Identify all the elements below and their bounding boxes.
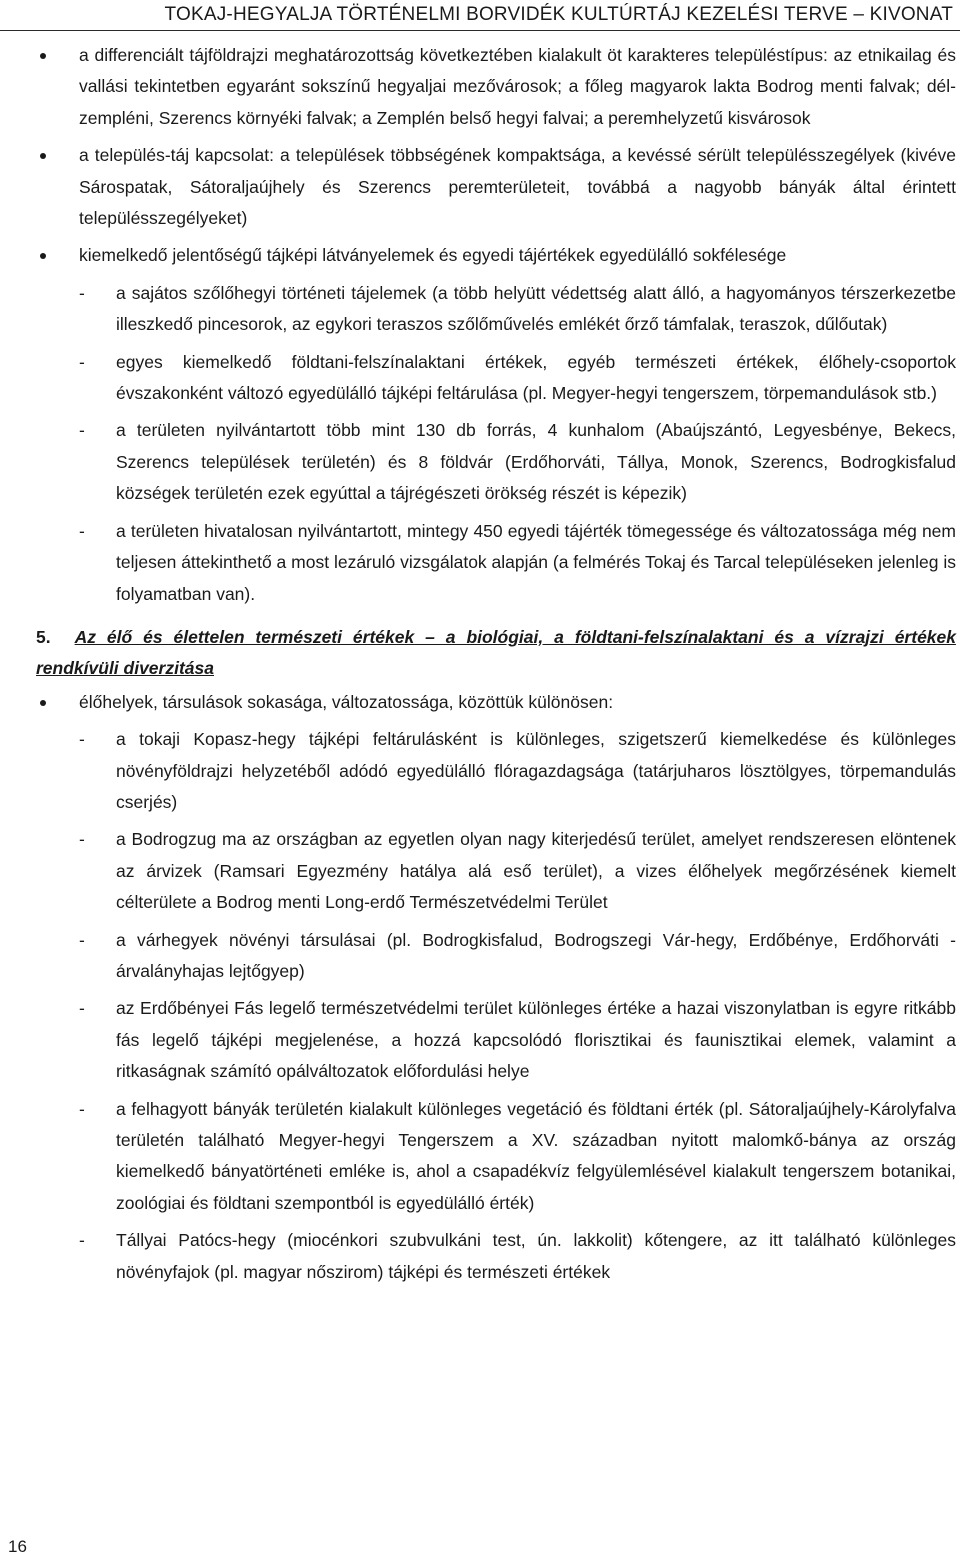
- bullet-item: [36, 240, 956, 271]
- bullet-icon: [40, 253, 46, 259]
- dash-marker: -: [79, 420, 85, 441]
- dash-marker: -: [79, 520, 85, 541]
- bullet-item: [36, 687, 956, 718]
- dash-marker: -: [79, 1098, 85, 1119]
- document-body: [36, 40, 956, 1294]
- dash-item-text: az Erdőbényei Fás legelő természetvédelmi terület különleges értéke a hazai viszonylatban is egyre ritkább fás legelő tájképi megjelenése, a hozzá kapcsolódó florisztikai és faunisztikai elemek, valamint a ritkaságnak számító opálváltozatok előfordulási helye: [116, 998, 956, 1082]
- bullet-text: a differenciált tájföldrajzi meghatározottság következtében kialakult öt karakteres településtípus: az etnikailag és vallási tekintetben egyaránt sokszínű hegyaljai mezővárosok; a főleg magyarok lakta Bodrog menti falvak; dél-zempléni, Szerencs környéki falvak; a Zemplén belső hegyi falvai; a peremhelyzetű kisvárosok: [79, 45, 956, 128]
- dash-item-text: a területen hivatalosan nyilvántartott, mintegy 450 egyedi tájérték tömegessége és változatossága még nem teljesen áttekinthető a most lezáruló vizsgálatok alapján (a felmérés Tokaj és Tarcal településeken jelenleg is folyamatban van).: [116, 520, 956, 604]
- dash-list-item: [36, 1225, 956, 1288]
- header-divider: [0, 30, 960, 31]
- dash-marker: -: [79, 829, 85, 850]
- dash-item-text: egyes kiemelkedő földtani-felszínalaktani értékek, egyéb természeti értékek, élőhely-csoportok évszakonként változó egyedülálló tájképi feltárulása (pl. Megyer-hegyi tengerszem, törpemandulások stb.): [116, 351, 956, 404]
- bullet-icon: [40, 53, 46, 59]
- dash-list-item: [36, 925, 956, 988]
- dash-list-item: [36, 993, 956, 1087]
- dash-marker: -: [79, 729, 85, 750]
- dash-marker: -: [79, 282, 85, 303]
- dash-item-text: a területen nyilvántartott több mint 130 db forrás, 4 kunhalom (Abaújszántó, Legyesbénye, Bekecs, Szerencs települések területén) és 8 földvár (Erdőhorváti, Tállya, Monok, Szerencs, Bodrogkisfalud községek területén ezek egyúttal a tájrégészeti örökség részét is képezik): [116, 420, 956, 504]
- dash-item-text: a tokaji Kopasz-hegy tájképi feltárulásként is különleges, szigetszerű kiemelkedése és különleges növényföldrajzi helyzetéből adódó egyedülálló flóragazdagsága (tatárjuharos lösztölgyes, törpemandulás cserjés): [116, 729, 956, 812]
- dash-list-item: [36, 278, 956, 341]
- dash-list-item: [36, 347, 956, 410]
- page-header: TOKAJ-HEGYALJA TÖRTÉNELMI BORVIDÉK KULTÚRTÁJ KEZELÉSI TERVE – KIVONAT: [164, 4, 953, 25]
- dash-item-text: a Bodrogzug ma az országban az egyetlen olyan nagy kiterjedésű terület, amelyet rendszeresen elöntenek az árvizek (Ramsari Egyezmény hatálya alá eső terület), a vizes élőhelyek megőrzésének kiemelt célterülete a Bodrog menti Long-erdő Természetvédelmi Terület: [116, 829, 956, 913]
- dash-list-item: [36, 1094, 956, 1220]
- dash-marker: -: [79, 998, 85, 1019]
- bullet-text: kiemelkedő jelentőségű tájképi látványelemek és egyedi tájértékek egyedülálló sokfélesége: [79, 245, 787, 266]
- bullet-text: élőhelyek, társulások sokasága, változatossága, közöttük különösen:: [79, 691, 614, 712]
- section-number: 5.: [36, 626, 51, 647]
- bullet-icon: [40, 700, 46, 706]
- dash-marker: -: [79, 351, 85, 372]
- page-number: 16: [8, 1537, 27, 1556]
- dash-list-item: [36, 824, 956, 918]
- bullet-icon: [40, 153, 46, 159]
- dash-item-text: a várhegyek növényi társulásai (pl. Bodrogkisfalud, Bodrogszegi Vár-hegy, Erdőbénye, Erdőhorváti - árvalányhajas lejtőgyep): [116, 929, 956, 981]
- dash-item-text: a sajátos szőlőhegyi történeti tájelemek (a több helyütt védettség alatt álló, a hagyományos térszerkezetbe illeszkedő pincesorok, az egykori teraszos szőlőművelés emlékét őrző támfalak, teraszok, dűlőutak): [116, 282, 956, 335]
- bullet-item: [36, 140, 956, 234]
- bullet-text: a település-táj kapcsolat: a települések többségének kompaktsága, a kevéssé sérült településszegélyek (kivéve Sárospatak, Sátoraljaújhely és Szerencs peremterületeit, továbbá a nagyobb bányák által érintett településszegélyeket): [79, 145, 956, 229]
- dash-marker: -: [79, 929, 85, 950]
- dash-item-text: a felhagyott bányák területén kialakult különleges vegetáció és földtani érték (pl. Sátoraljaújhely-Károlyfalva területén található Megyer-hegyi Tengerszem a XV. században nyitott malomkő-bánya az ország kiemelkedő bányatörténeti emléke is, ahol a csapadékvíz felgyülemlésével kialakult tengerszem botanikai, zoológiai és földtani szempontból is egyedülálló érték): [116, 1098, 956, 1213]
- dash-list-item: [36, 415, 956, 509]
- dash-list-item: [36, 724, 956, 818]
- dash-item-text: Tállyai Patócs-hegy (miocénkori szubvulkáni test, ún. lakkolit) kőtengere, az itt található különleges növényfajok (pl. magyar nőszirom) tájképi és természeti értékek: [116, 1230, 956, 1282]
- section-title: Az élő és élettelen természeti értékek – a biológiai, a földtani-felszínalaktani és a vízrajzi értékek rendkívüli diverzitása: [36, 626, 956, 679]
- dash-marker: -: [79, 1230, 85, 1251]
- bullet-item: [36, 40, 956, 134]
- dash-list-item: [36, 516, 956, 610]
- section-heading: [36, 622, 956, 685]
